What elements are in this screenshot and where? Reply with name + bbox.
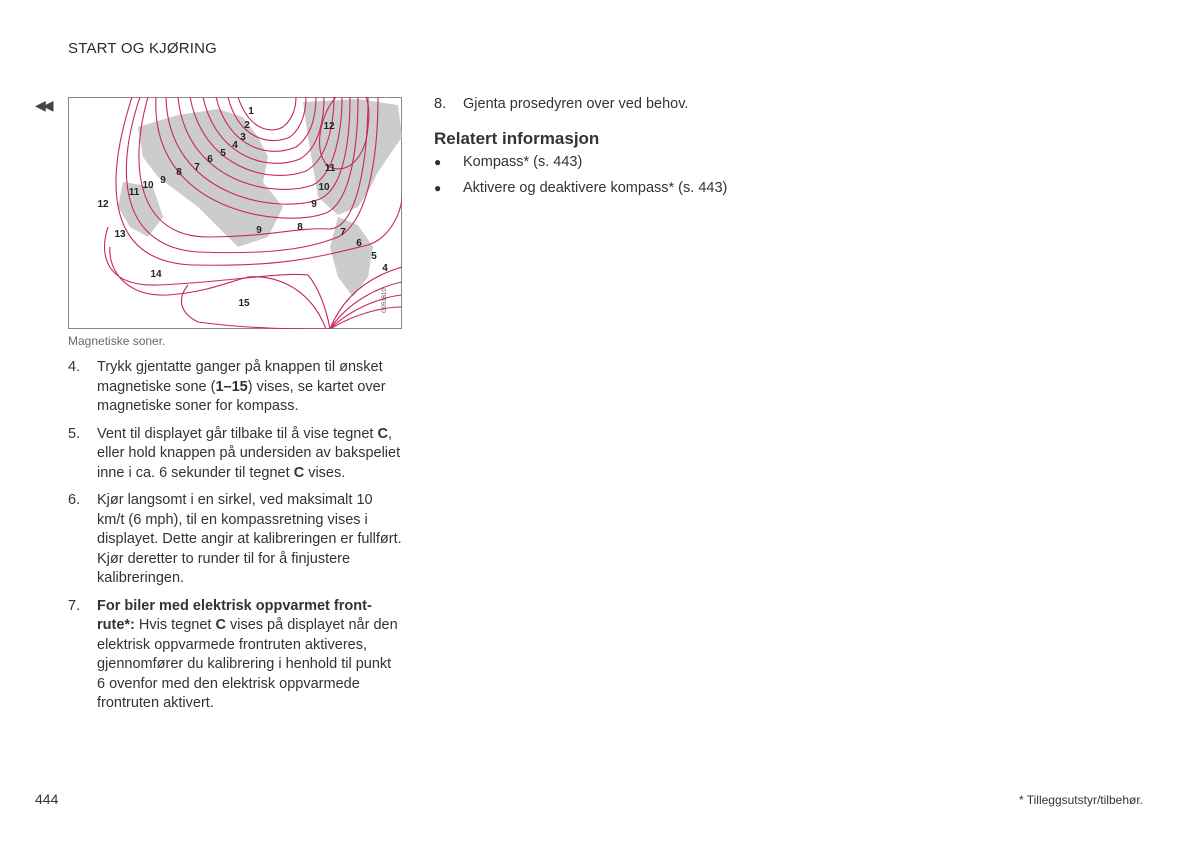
step-4	[68, 358, 403, 417]
zone-label-12-north: 12	[323, 121, 335, 132]
bullet-icon: ●	[434, 180, 442, 195]
zone-label-14: 14	[150, 269, 162, 280]
compass-link[interactable]: Kompass* (s. 443)	[463, 153, 583, 170]
zone-label-11-east: 11	[324, 163, 336, 174]
text-run: vises på displayet når den elektrisk oppvarmede frontruten aktiveres, gjennomfører du kalibrering i henhold til punkt 6 ovenfor med den elektrisk oppvarmede frontruten aktivert.	[97, 617, 398, 711]
step-6	[68, 491, 403, 589]
text-run: Trykk gjentatte ganger på knappen til ønsket magnetiske sone (	[97, 359, 383, 395]
zone-label-9-east: 9	[311, 199, 317, 210]
zone-label-6: 6	[207, 154, 213, 165]
zone-label-5-east: 5	[371, 251, 377, 262]
zone-label-9-south: 9	[256, 225, 262, 236]
step-text: Kjør langsomt i en sirkel, ved maksimalt 10 km/t (6 mph), til en kompassretning vises i displayet. Dette angir at kalibreringen er fullført. Kjør deretter to runder til for å finjustere kalibreringen.	[97, 492, 402, 586]
page-number: 444	[35, 791, 59, 807]
symbol-c: C	[215, 617, 226, 633]
zone-label-5: 5	[220, 148, 226, 159]
text-run: ) vises, se kartet over magnetiske soner for kompass.	[97, 378, 386, 414]
zone-label-2: 2	[244, 120, 250, 131]
zone-label-10: 10	[142, 180, 154, 191]
heated-windscreen-heading: For biler med elektrisk oppvarmet frontrute*:	[97, 597, 372, 633]
zone-label-13: 13	[114, 229, 126, 240]
text-run: Vent til displayet går tilbake til å vise tegnet	[97, 425, 378, 442]
zone-label-8-east: 8	[297, 222, 303, 233]
step-text	[97, 425, 403, 484]
step-number: 6.	[68, 492, 81, 508]
text-run: vises.	[304, 464, 346, 481]
zone-label-6-east: 6	[356, 238, 362, 249]
text-run: Hvis tegnet	[134, 617, 216, 633]
zone-label-15: 15	[238, 298, 250, 309]
step-number: 5.	[68, 425, 81, 442]
magnetic-zones-map	[68, 97, 402, 329]
zone-label-7: 7	[194, 162, 200, 173]
step-number: 4.	[68, 359, 81, 375]
figure-code: G051810	[382, 288, 388, 313]
zone-label-8: 8	[176, 167, 182, 178]
related-link-item	[434, 179, 764, 198]
symbol-c: C	[293, 464, 305, 481]
zone-label-12-west: 12	[97, 199, 109, 210]
zone-label-10-east: 10	[318, 182, 330, 193]
footnote: * Tilleggsutstyr/tilbehør.	[1018, 793, 1143, 807]
bullet-icon: ●	[434, 154, 442, 169]
symbol-c: C	[377, 425, 388, 442]
section-header: START OG KJØRING	[68, 40, 218, 57]
activate-compass-link[interactable]: Aktivere og deaktivere kompass* (s. 443)	[463, 179, 728, 196]
instruction-steps	[68, 358, 403, 722]
zone-label-3: 3	[240, 132, 246, 143]
zone-label-4-east: 4	[382, 263, 388, 274]
right-column	[434, 95, 764, 205]
zone-label-7-east: 7	[340, 227, 346, 238]
zone-range: 1–15	[215, 378, 248, 395]
map-caption: Magnetiske soner.	[68, 334, 166, 348]
map-svg	[68, 97, 402, 329]
step-text	[97, 597, 403, 714]
related-link-item	[434, 153, 764, 172]
zone-label-11: 11	[128, 187, 140, 198]
step-text: Gjenta prosedyren over ved behov.	[463, 96, 689, 112]
step-number: 8.	[434, 96, 447, 112]
related-links	[434, 153, 764, 198]
step-5	[68, 425, 403, 484]
previous-page-icon[interactable]: ◀◀	[35, 97, 51, 113]
zone-label-1: 1	[248, 106, 254, 117]
zone-label-4: 4	[232, 140, 238, 151]
step-text	[97, 358, 403, 417]
step-7	[68, 597, 403, 714]
related-info-heading: Relatert informasjon	[434, 128, 600, 148]
zone-label-9: 9	[160, 175, 166, 186]
step-8	[434, 95, 764, 115]
text-run: , eller hold knappen på undersiden av bakspeliet inne i ca. 6 sekunder til tegnet	[97, 425, 401, 481]
step-number: 7.	[68, 597, 81, 614]
